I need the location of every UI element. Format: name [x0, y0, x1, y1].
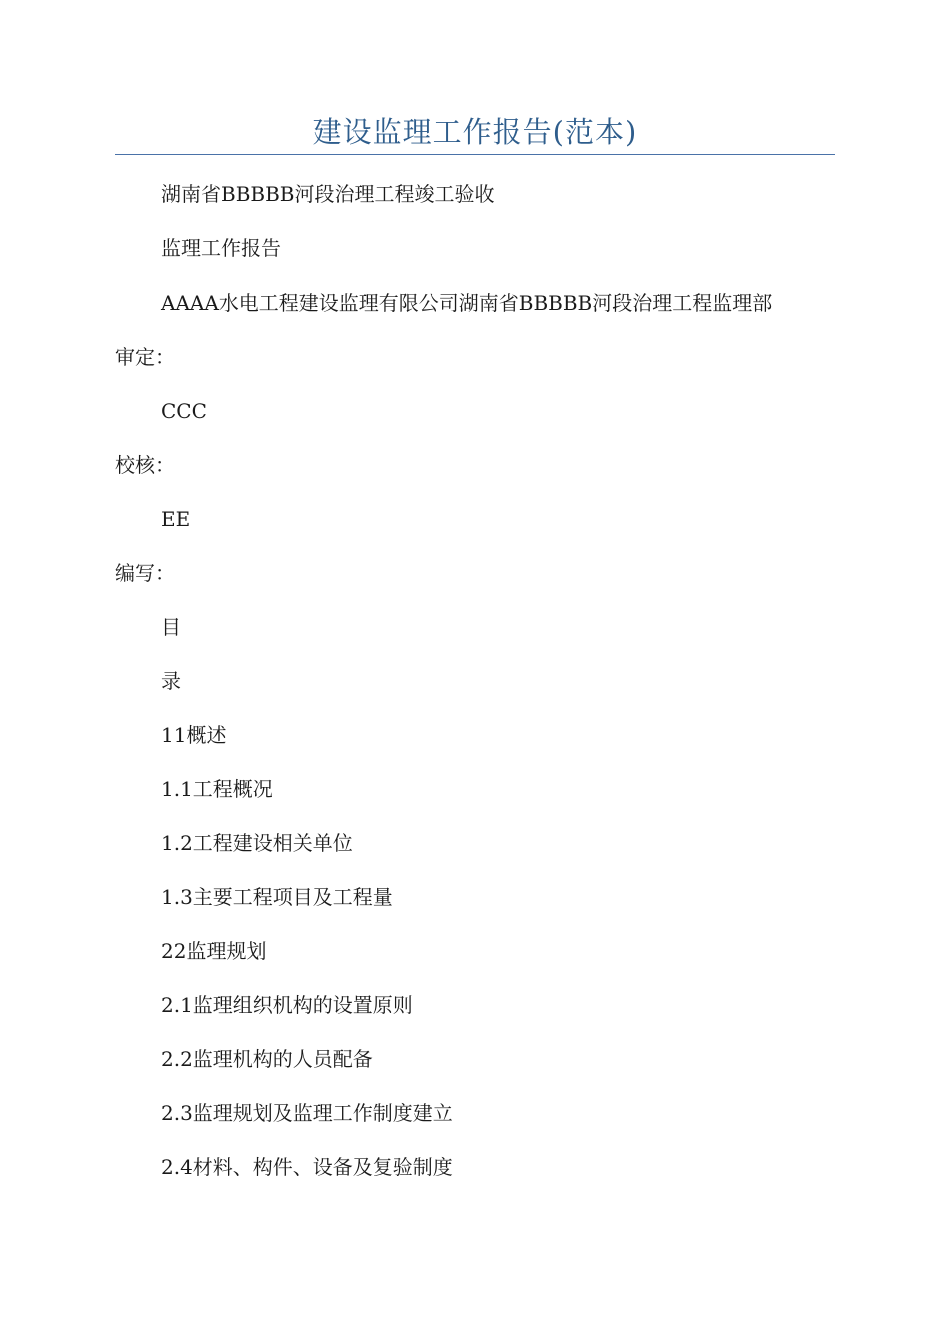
report-subtitle-line: 监理工作报告 — [161, 236, 281, 260]
toc-heading-part2: 录 — [161, 669, 181, 693]
document-title: 建设监理工作报告(范本) — [312, 115, 638, 149]
approved-by-label: 审定： — [115, 345, 175, 369]
project-name-line: 湖南省BBBBB河段治理工程竣工验收 — [161, 182, 495, 206]
written-by-label: 编写： — [115, 561, 175, 585]
toc-entry: 22监理规划 — [161, 939, 267, 963]
checked-by-label: 校核： — [115, 453, 175, 477]
toc-heading-part1: 目 — [161, 615, 181, 639]
toc-entry: 11概述 — [161, 723, 227, 747]
toc-entry: 2.2监理机构的人员配备 — [161, 1047, 373, 1071]
toc-entry: 2.1监理组织机构的设置原则 — [161, 993, 413, 1017]
toc-entry: 2.4材料、构件、设备及复验制度 — [161, 1155, 453, 1179]
toc-entry: 2.3监理规划及监理工作制度建立 — [161, 1101, 453, 1125]
toc-entry: 1.2工程建设相关单位 — [161, 831, 353, 855]
checked-by-value: EE — [161, 507, 191, 531]
toc-entry: 1.1工程概况 — [161, 777, 273, 801]
company-line: AAAA水电工程建设监理有限公司湖南省BBBBB河段治理工程监理部 — [161, 291, 773, 315]
title-underline — [115, 154, 835, 155]
approved-by-value: CCC — [161, 399, 207, 423]
toc-entry: 1.3主要工程项目及工程量 — [161, 885, 393, 909]
